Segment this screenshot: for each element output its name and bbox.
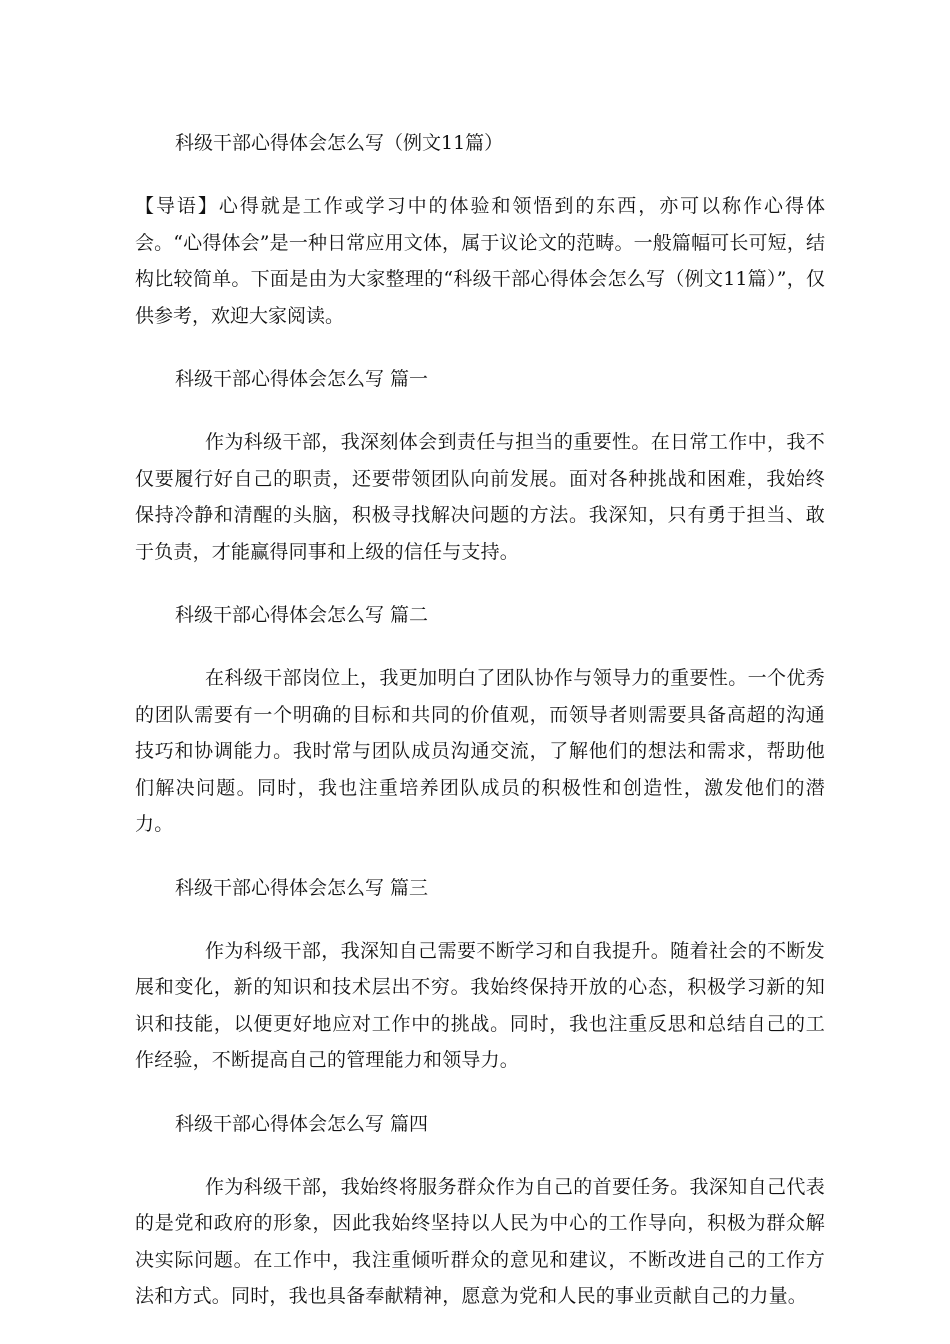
- document-page: [135, 125, 825, 1342]
- section-body: 作为科级干部，我始终将服务群众作为自己的首要任务。我深知自己代表的是党和政府的形象，因此我始终坚持以人民为中心的工作导向，积极为群众解决实际问题。在工作中，我注重倾听群众的意见和建议，不断改进自己的工作方法和方式。同时，我也具备奉献精神，愿意为党和人民的事业贡献自己的力量。: [135, 1175, 825, 1307]
- section-4: [135, 1106, 825, 1315]
- document-title: 科级干部心得体会怎么写（例文11篇）: [175, 132, 504, 154]
- section-1: [135, 361, 825, 570]
- section-heading: 科级干部心得体会怎么写 篇三: [175, 876, 429, 899]
- section-3: [135, 870, 825, 1079]
- section-body: 作为科级干部，我深知自己需要不断学习和自我提升。随着社会的不断发展和变化，新的知识和技术层出不穷。我始终保持开放的心态，积极学习新的知识和技能，以便更好地应对工作中的挑战。同时，我也注重反思和总结自己的工作经验，不断提高自己的管理能力和领导力。: [135, 939, 825, 1071]
- section-heading: 科级干部心得体会怎么写 篇四: [175, 1112, 429, 1135]
- section-2: [135, 597, 825, 843]
- intro-paragraph: 【导语】心得就是工作或学习中的体验和领悟到的东西，亦可以称作心得体会。“心得体会”是一种日常应用文体，属于议论文的范畴。一般篇幅可长可短，结构比较简单。下面是由为大家整理的“科级干部心得体会怎么写（例文11篇）”，仅供参考，欢迎大家阅读。: [135, 195, 825, 327]
- section-heading: 科级干部心得体会怎么写 篇一: [175, 368, 429, 390]
- section-body: 在科级干部岗位上，我更加明白了团队协作与领导力的重要性。一个优秀的团队需要有一个明确的目标和共同的价值观，而领导者则需要具备高超的沟通技巧和协调能力。我时常与团队成员沟通交流，了解他们的想法和需求，帮助他们解决问题。同时，我也注重培养团队成员的积极性和创造性，激发他们的潜力。: [135, 667, 825, 835]
- section-body: 作为科级干部，我深刻体会到责任与担当的重要性。在日常工作中，我不仅要履行好自己的职责，还要带领团队向前发展。面对各种挑战和困难，我始终保持冷静和清醒的头脑，积极寻找解决问题的方法。我深知，只有勇于担当、敢于负责，才能赢得同事和上级的信任与支持。: [135, 431, 825, 563]
- section-heading: 科级干部心得体会怎么写 篇二: [175, 604, 429, 626]
